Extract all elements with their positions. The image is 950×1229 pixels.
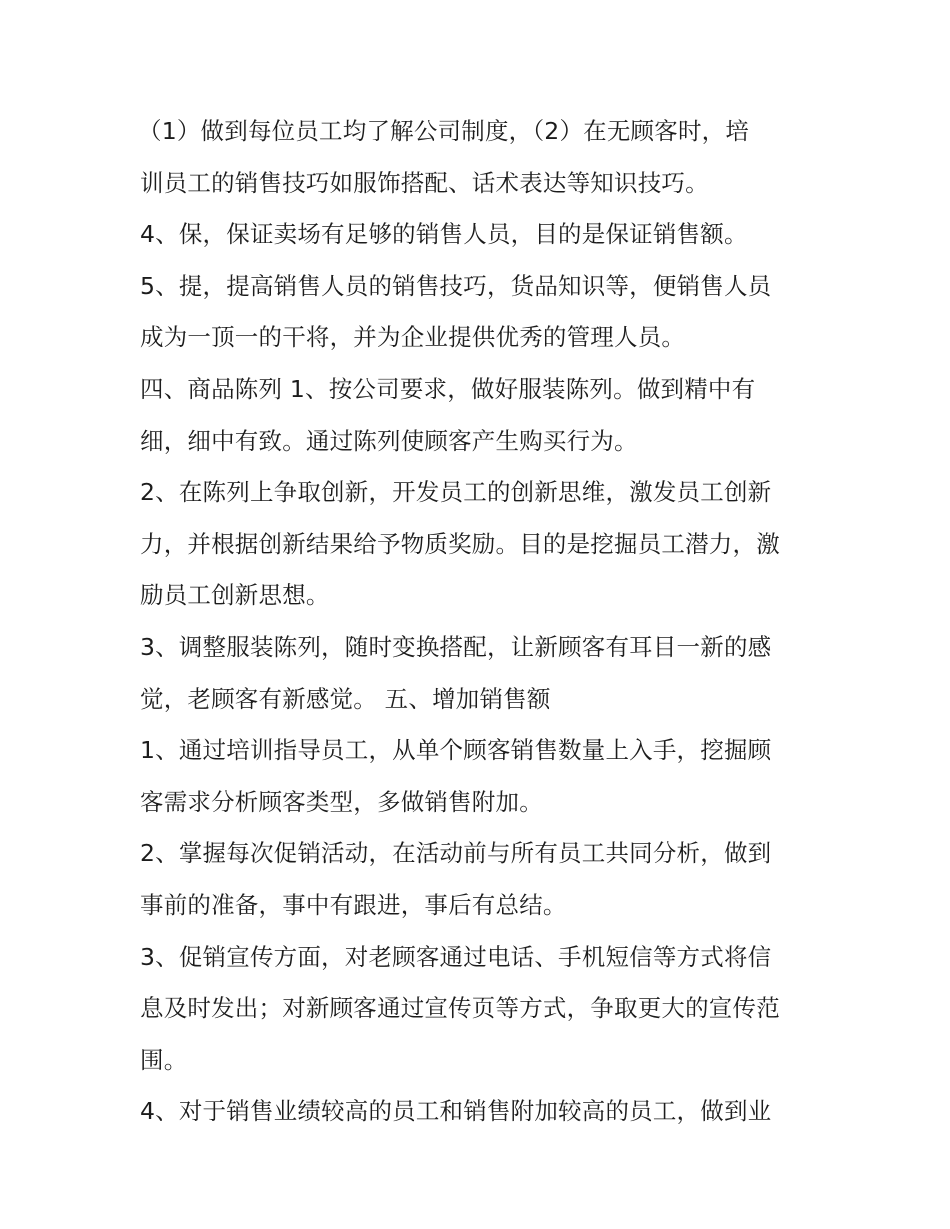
text-line: （1）做到每位员工均了解公司制度，（2）在无顾客时，培 [138,117,750,145]
text-line: 细，细中有致。通过陈列使顾客产生购买行为。 [140,426,638,455]
text-line: 励员工创新思想。 [140,581,330,610]
text-line: 2、掌握每次促销活动，在活动前与所有员工共同分析，做到 [140,839,772,868]
text-line: 客需求分析顾客类型，多做销售附加。 [140,787,543,816]
text-line: 觉，老顾客有新感觉。 五、增加销售额 [140,684,551,713]
text-line: 4、保，保证卖场有足够的销售人员，目的是保证销售额。 [140,220,748,249]
text-line: 成为一顶一的干将，并为企业提供优秀的管理人员。 [140,323,686,352]
text-line: 四、商品陈列 1、按公司要求，做好服装陈列。做到精中有 [140,374,756,403]
text-line: 3、促销宣传方面，对老顾客通过电话、手机短信等方式将信 [140,942,772,971]
text-line: 息及时发出；对新顾客通过宣传页等方式，争取更大的宣传范 [140,994,780,1023]
text-line: 5、提，提高销售人员的销售技巧，货品知识等，便销售人员 [140,271,772,300]
text-line: 围。 [140,1045,188,1074]
text-line: 力，并根据创新结果给予物质奖励。目的是挖掘员工潜力，激 [140,529,780,558]
text-line: 1、通过培训指导员工，从单个顾客销售数量上入手，挖掘顾 [140,736,772,765]
text-line: 3、调整服装陈列，随时变换搭配，让新顾客有耳目一新的感 [140,632,772,661]
text-line: 事前的准备，事中有跟进，事后有总结。 [140,890,567,919]
document-body [140,106,830,1138]
text-line: 4、对于销售业绩较高的员工和销售附加较高的员工，做到业 [140,1097,772,1126]
text-line: 训员工的销售技巧如服饰搭配、话术表达等知识技巧。 [140,168,709,197]
text-line: 2、在陈列上争取创新，开发员工的创新思维，激发员工创新 [140,478,772,507]
